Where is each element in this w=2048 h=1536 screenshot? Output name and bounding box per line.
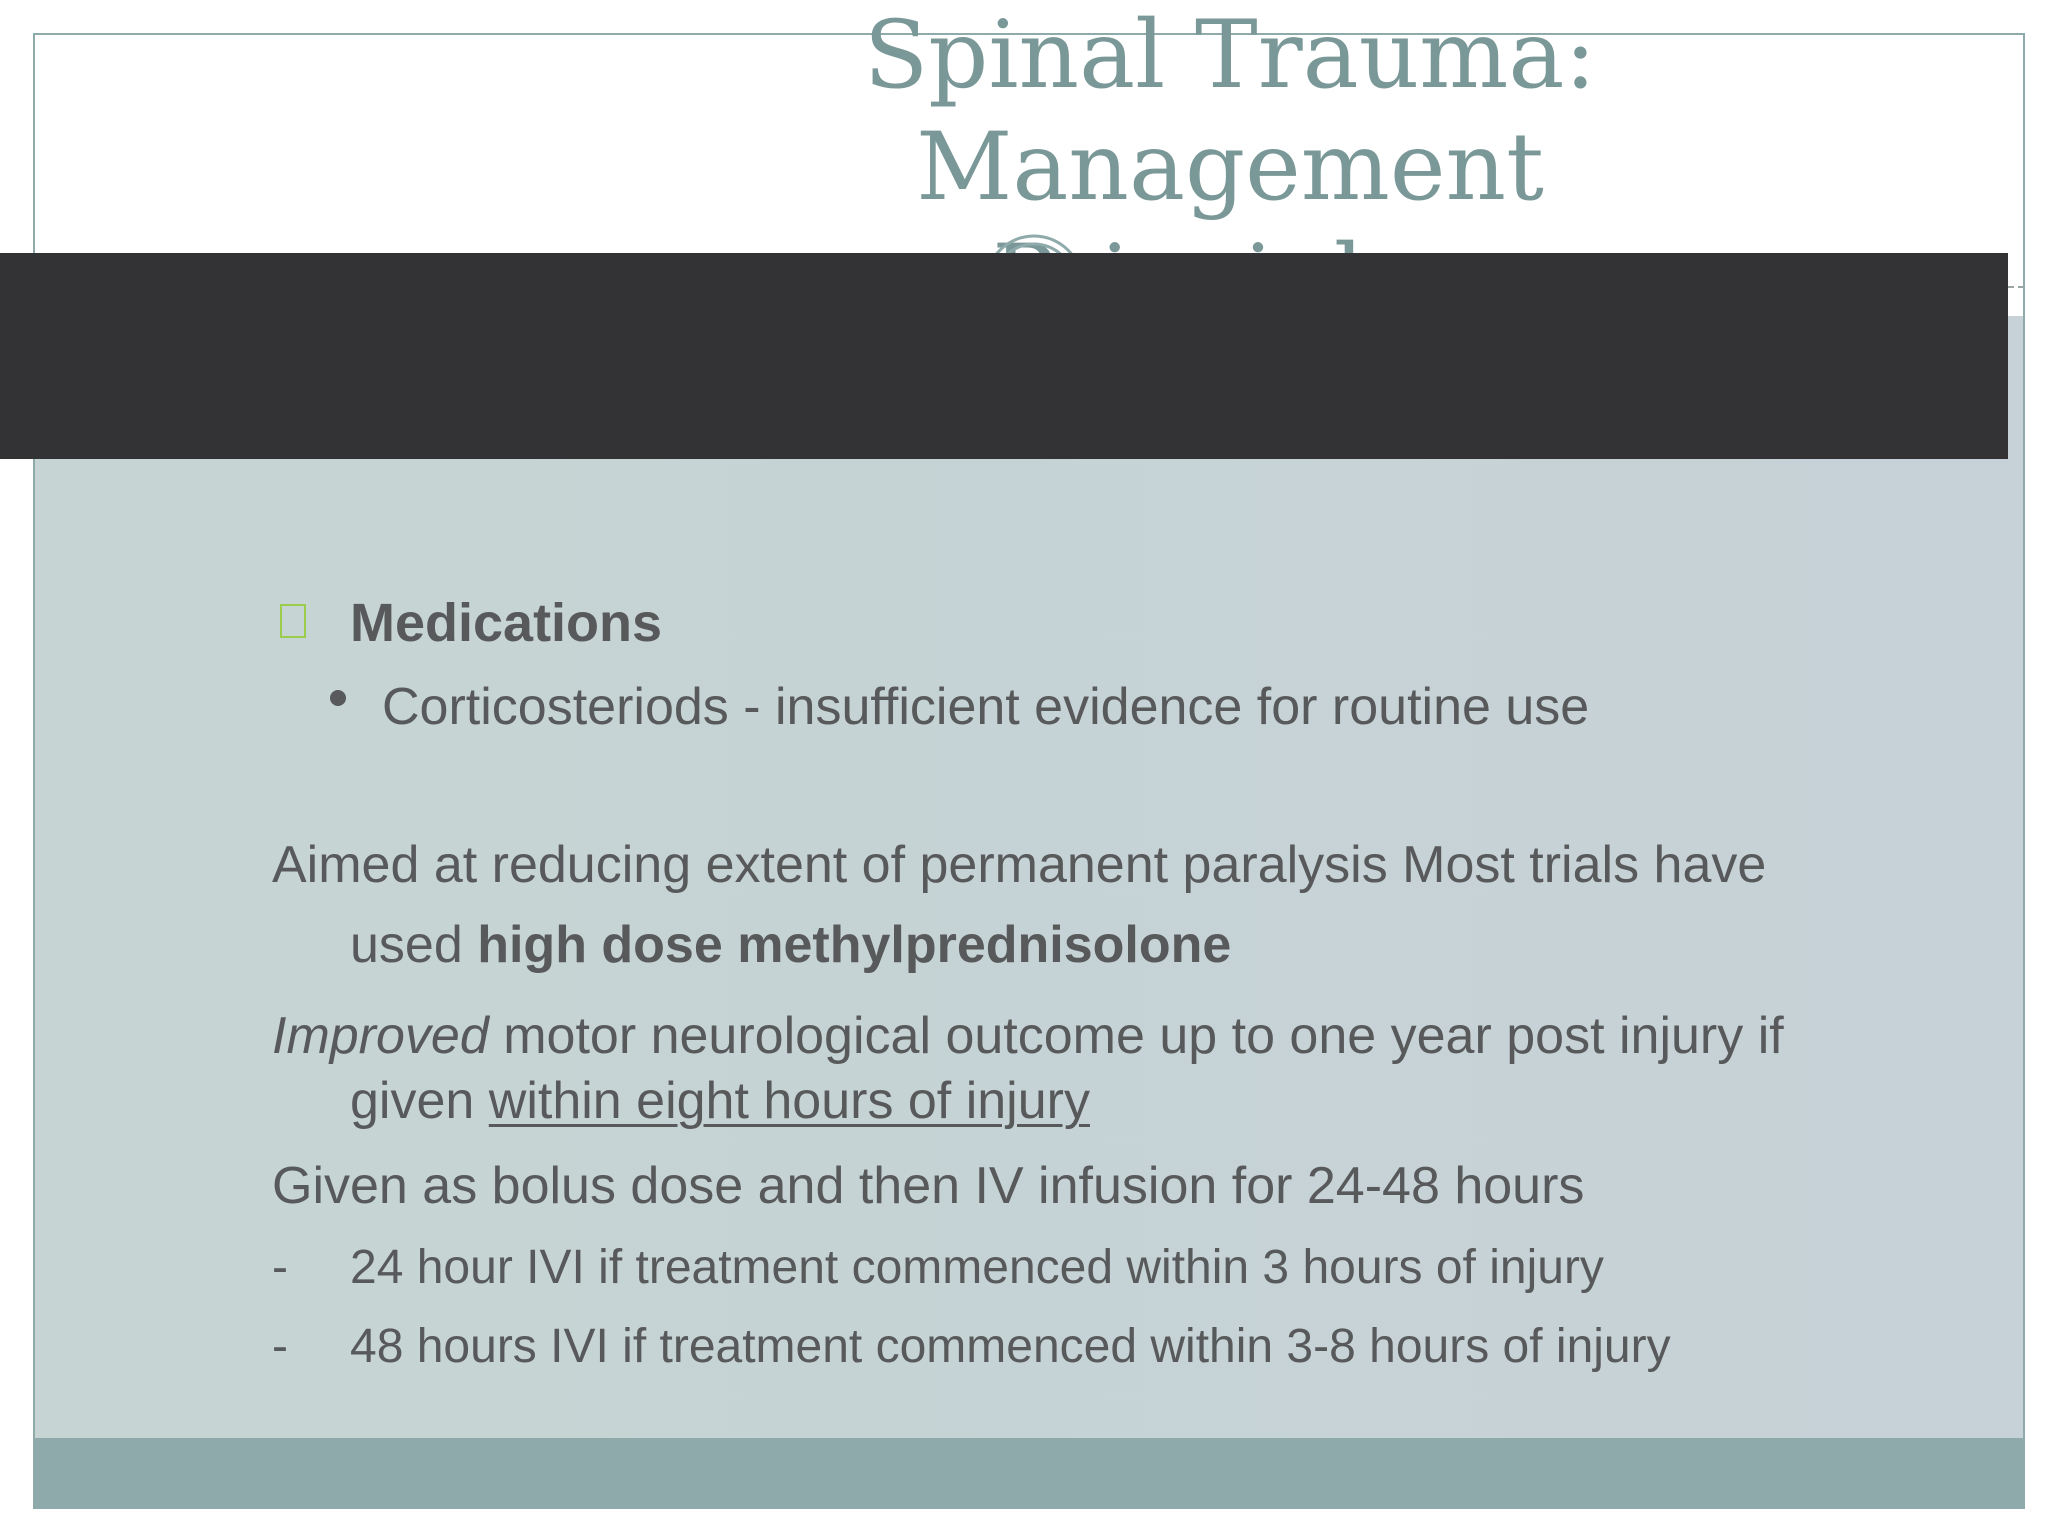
dash-item-2: 48 hours IVI if treatment commenced within 3-8 hours of injury <box>350 1320 1671 1373</box>
paragraph-2-line-1 <box>272 1005 1784 1067</box>
methylprednisolone-bold: high dose methylprednisolone <box>477 916 1232 974</box>
square-bullet-icon <box>280 604 306 638</box>
paragraph-3: Given as bolus dose and then IV infusion for 24-48 hours <box>272 1157 1585 1215</box>
improved-italic: Improved <box>272 1007 489 1065</box>
round-bullet-icon <box>330 690 346 706</box>
paragraph-1-line-2 <box>350 914 1231 976</box>
dash-marker-1: - <box>272 1241 288 1294</box>
dashed-divider <box>2008 286 2024 288</box>
paragraph-2-prefix: given <box>350 1072 489 1130</box>
dark-band <box>0 253 2008 459</box>
footer-band <box>35 1438 2023 1508</box>
eight-hours-underline: within eight hours of injury <box>488 1072 1090 1130</box>
paragraph-2-line-2 <box>350 1070 1090 1132</box>
paragraph-2-rest: motor neurological outcome up to one year post injury if <box>488 1007 1784 1065</box>
dash-marker-2: - <box>272 1320 288 1373</box>
corticosteroids-bullet: Corticosteriods - insufficient evidence for routine use <box>382 678 1590 736</box>
paragraph-1-prefix: used <box>350 916 478 974</box>
dash-item-1: 24 hour IVI if treatment commenced within 3 hours of injury <box>350 1241 1604 1294</box>
paragraph-1-line-1: Aimed at reducing extent of permanent paralysis Most trials have <box>272 836 1767 894</box>
title-line-1: Spinal Trauma: Management <box>863 1 1597 222</box>
medications-heading: Medications <box>350 593 663 653</box>
